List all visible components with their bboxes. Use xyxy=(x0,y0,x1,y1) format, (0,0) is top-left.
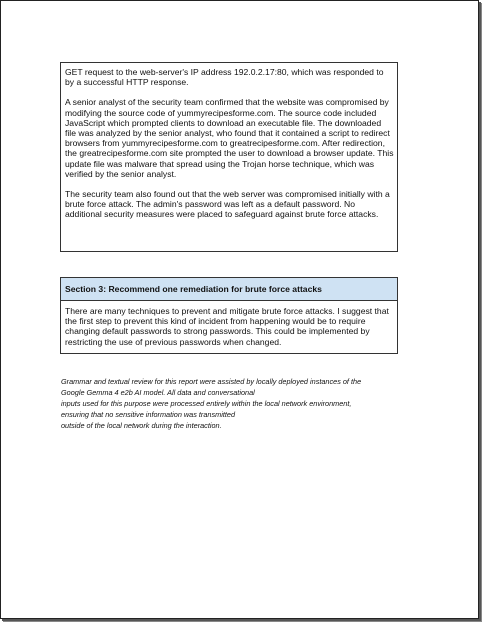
section3-heading: Section 3: Recommend one remediation for brute force attacks xyxy=(60,277,398,301)
footnote-line: Google Gemma 4 e2b AI model. All data and conversational xyxy=(61,388,255,397)
paragraph-analyst-findings: A senior analyst of the security team confirmed that the website was compromised by modifying the source code of yummyrecipesforme.com. The source code included JavaScript which prompted clients to download an executable file. The downloaded file was analyzed by the senior analyst, who found that it contained a script to redirect browsers from yummyrecipesforme.com to greatrecipesforme.com. After redirection, the greatrecipesforme.com site prompted the user to download a browser update. This update file was malware that spread using the Trojan horse technique, which was verified by the senior analyst. xyxy=(65,97,394,179)
paragraph-remediation: There are many techniques to prevent and mitigate brute force attacks. I suggest that the first step to prevent this kind of incident from happening would be to require changing default passwords to strong passwords. This could be implemented by restricting the use of previous passwords when changed. xyxy=(65,306,389,347)
footnote-line: inputs used for this purpose were processed entirely within the local network environment, xyxy=(61,399,352,408)
footnote-line: outside of the local network during the interaction. xyxy=(61,421,222,430)
paragraph-brute-force: The security team also found out that the web server was compromised initially with a brute force attack. The admin's password was left as a default password. No additional security measures were placed to safeguard against brute force attacks. xyxy=(65,189,390,220)
footnote-line: ensuring that no sensitive information was transmitted xyxy=(61,410,235,419)
ai-disclosure-footnote xyxy=(61,376,421,431)
footnote-line: Grammar and textual review for this report were assisted by locally deployed instances of the xyxy=(61,377,362,386)
paragraph-http-response: GET request to the web-server's IP address 192.0.2.17:80, which was responded to by a successful HTTP response. xyxy=(65,67,384,88)
section3-text-box xyxy=(60,301,398,354)
section2-text-box xyxy=(60,62,398,252)
